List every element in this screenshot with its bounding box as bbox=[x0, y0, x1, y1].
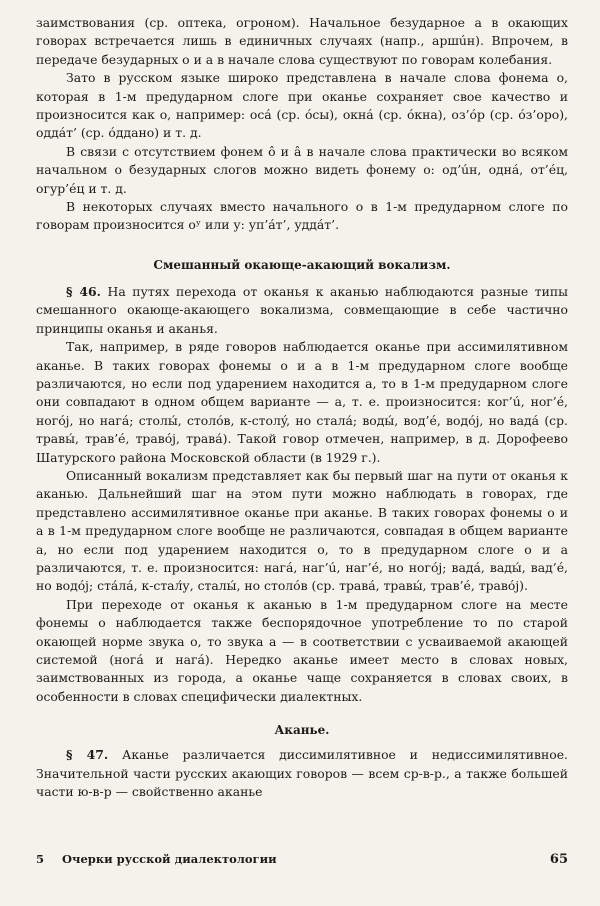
footer-left bbox=[36, 852, 291, 867]
section-47-intro bbox=[36, 746, 568, 801]
section-46-paragraph-4: При переходе от оканья к аканью в 1-м предударном слоге на месте фонемы о наблюдается также беспорядочное употребление то по старой окающей норме звука о, то звука а — в соответствии с усваиваемой акающей системой (ногá и нагá). Нередко аканье имеет место в словах новых, заимствованных из города, а оканье чаще сохраняется в словах своих, в особенности в словах специфически диалектных. bbox=[36, 596, 568, 704]
book-title: Очерки русской диалектологии bbox=[62, 852, 277, 866]
heading-akanie: Аканье. bbox=[274, 723, 330, 738]
signature-mark: 5 bbox=[36, 852, 45, 866]
paragraph-top-1: заимствования (ср. оптека, огроном). Начальное безударное а в окающих говорах встречается лишь в единичных случаях (напр., аршúн). Впрочем, в передаче безударных о и а в начале слова существуют по говорам колебания. bbox=[36, 15, 568, 67]
page-number: 65 bbox=[549, 852, 568, 867]
paragraph-top-3: В связи с отсутствием фонем ô и â в начале слова практически во всяком начальном о безударных слогов можно видеть фонему о: од’úн, однá, от’éц, огур’éц и т. д. bbox=[36, 143, 568, 196]
paragraph-top-4: В некоторых случаях вместо начального о в 1-м предударном слоге по говорам произносится оʸ или у: уп’áт’, уддáт’. bbox=[36, 199, 568, 233]
section-46-text: На путях перехода от оканья к аканью наблюдаются разные типы смешанного окающе-акающего вокализма, совмещающие в себе частично принципы оканья и аканья. bbox=[36, 283, 568, 336]
paragraph-top-2: Зато в русском языке широко представлена в начале слова фонема о, которая в 1-м предударном слоге при оканье сохраняет свое качество и произносится как о, например: осá (ср. óсы), окнá (ср. óкна), оз’óр (ср. óз’оро), оддáт’ (ср. óддано) и т. д. bbox=[36, 70, 568, 141]
section-46-intro bbox=[36, 283, 568, 338]
section-47-text: Аканье различается диссимилятивное и недиссимилятивное. Значительной части русских акающих говоров — всем ср-в-р., а также большей части ю-в-р — свойственно аканье bbox=[36, 747, 568, 800]
page-footer bbox=[36, 852, 568, 867]
section-46-number: § 46. bbox=[66, 283, 101, 299]
section-46-paragraph-3: Описанный вокализм представляет как бы первый шаг на пути от оканья к аканью. Дальнейший шаг на этом пути можно наблюдать в говорах, где представлено ассимилятивное оканье при аканье. В таких говорах фонемы о и а в 1-м предударном слоге вообще не различаются, совпадая в общем варианте а, но если под ударением находится о, то в предударном слоге о и а различаются, т. е. произносится: нагá, наг’ú, наг’é, но ногóј; вадá, вады́, вад’é, но водóј; ста́лá, к-стал́у, сталы́, но столóв (ср. травá, травы́, трав’é, травóј). bbox=[36, 467, 568, 594]
heading-mixed-vocalism: Смешанный окающе-акающий вокализм. bbox=[153, 257, 451, 272]
section-47-number: § 47. bbox=[66, 747, 109, 763]
section-46-paragraph-2: Так, например, в ряде говоров наблюдается оканье при ассимилятивном аканье. В таких говорах фонемы о и а в 1-м предударном слоге вообще различаются, но если под ударением находится а, то в 1-м предударном слоге они совпадают в одном общем варианте — а, т. е. произносится: ког’ú, ног’é, ногóј, но нагá; столы́, столóв, к-столý, но стала́; воды́, вод’é, водóј, но вадá (ср. травы́, трав’é, травóј, трава́). Такой говор отмечен, например, в д. Дорофеево Шатурского района Московской области (в 1929 г.). bbox=[36, 339, 568, 465]
